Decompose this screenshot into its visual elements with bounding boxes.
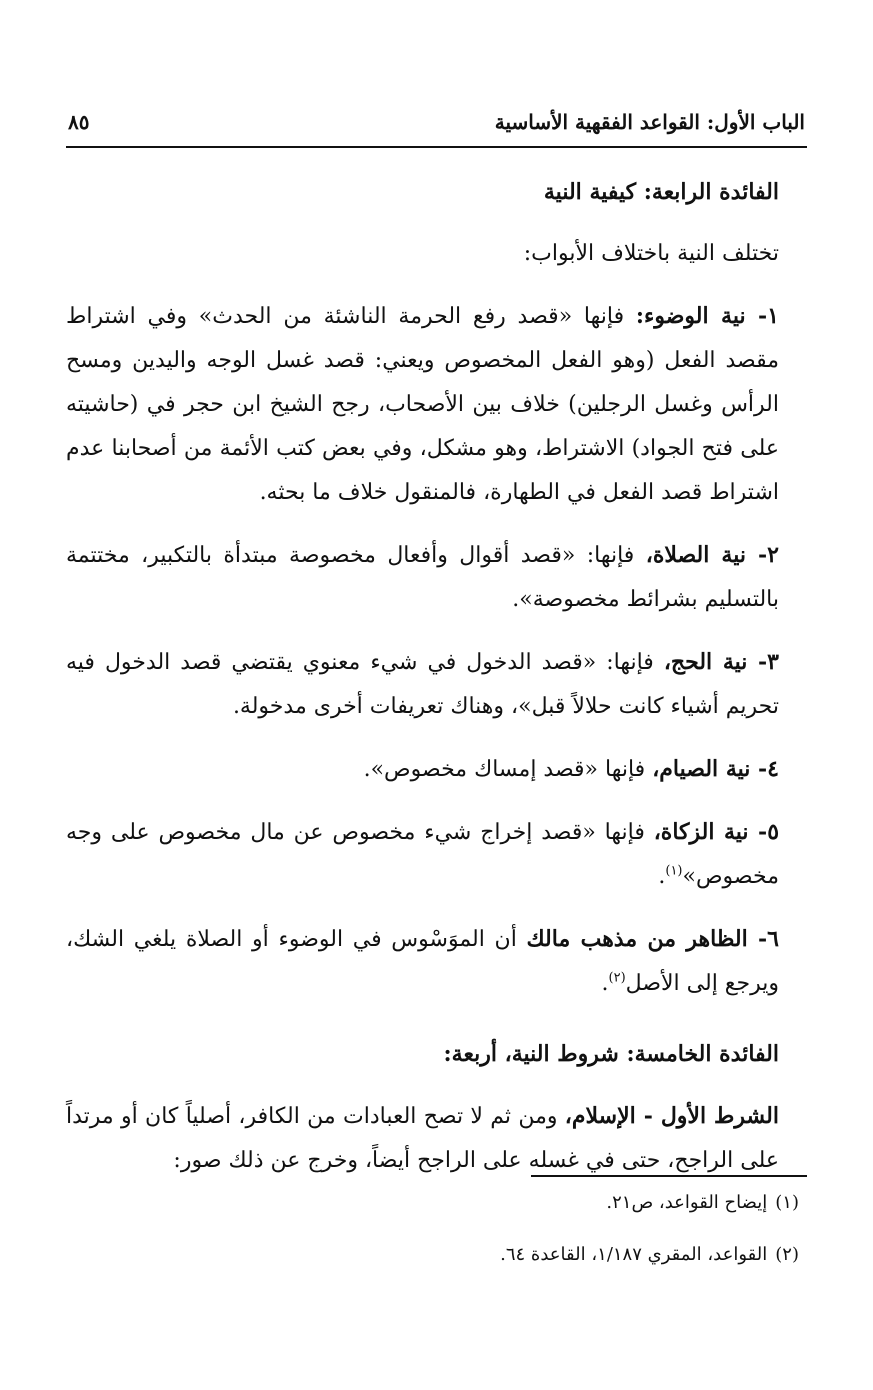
item-label: ٦- الظاهر من مذهب مالك xyxy=(526,926,779,952)
section-intro: تختلف النية باختلاف الأبواب: xyxy=(523,241,779,266)
condition-text: ومن ثم لا تصح العبادات من الكافر، أصلياً كان أو مرتداً على الراجح، حتى في غسله على الراجح أيضاً، وخرج عن ذلك صور: xyxy=(66,1104,779,1173)
footnote-number: (١) xyxy=(775,1192,799,1213)
item-label: ٤- نية الصيام، xyxy=(652,756,779,782)
page-header xyxy=(66,104,807,148)
item-label: ٣- نية الحج، xyxy=(663,649,779,675)
list-item xyxy=(66,747,807,792)
list-item xyxy=(66,917,807,1006)
footnote-divider xyxy=(531,1175,807,1177)
item-label: ١- نية الوضوء: xyxy=(635,303,779,329)
footnote xyxy=(66,1190,807,1216)
item-text: فإنها «قصد إخراج شيء مخصوص عن مال مخصوص على وجه مخصوص» xyxy=(66,820,779,889)
running-title: الباب الأول: القواعد الفقهية الأساسية xyxy=(494,110,805,134)
list-item xyxy=(66,294,807,515)
item-text: فإنها: «قصد أقوال وأفعال مخصوصة مبتدأة بالتكبير، مختتمة بالتسليم بشرائط مخصوصة». xyxy=(66,543,779,612)
condition-label: الشرط الأول - الإسلام، xyxy=(564,1103,779,1129)
footnote-ref[interactable]: (١) xyxy=(665,863,683,879)
list-item xyxy=(66,810,807,899)
footnote-text: إيضاح القواعد، ص٢١. xyxy=(606,1192,768,1213)
page-number: ٨٥ xyxy=(68,110,90,134)
item-label: ٥- نية الزكاة، xyxy=(653,819,780,845)
section-heading-5: الفائدة الخامسة: شروط النية، أربعة: xyxy=(443,1041,779,1067)
main-text xyxy=(66,170,807,1201)
footnote-text: القواعد، المقري ١/١٨٧، القاعدة ٦٤. xyxy=(500,1244,768,1265)
item-end: . xyxy=(658,864,666,889)
footnote-number: (٢) xyxy=(775,1244,799,1265)
section-heading-4: الفائدة الرابعة: كيفية النية xyxy=(543,179,779,205)
item-end: . xyxy=(601,971,609,996)
footnote-ref[interactable]: (٢) xyxy=(608,970,626,986)
item-text: فإنها «قصد إمساك مخصوص». xyxy=(363,757,653,782)
footnotes xyxy=(66,1190,807,1294)
item-text: أن الموَسْوس في الوضوء أو الصلاة يلغي الشك، ويرجع إلى الأصل xyxy=(66,927,779,996)
item-text: فإنها «قصد رفع الحرمة الناشئة من الحدث» وفي اشتراط مقصد الفعل (وهو الفعل المخصوص ويعني: قصد غسل الوجه واليدين ومسح الرأس وغسل الرجلين) خلاف بين الأصحاب، رجح الشيخ ابن حجر في (حاشيته على فتح الجواد) الاشتراط، وهو مشكل، وفي بعض كتب الأئمة من أصحابنا عدم اشتراط قصد الفعل في الطهارة، فالمنقول خلاف ما بحثه. xyxy=(66,304,779,505)
item-label: ٢- نية الصلاة، xyxy=(645,542,779,568)
list-item xyxy=(66,533,807,622)
footnote xyxy=(66,1242,807,1268)
item-text: فإنها: «قصد الدخول في شيء معنوي يقتضي قصد الدخول فيه تحريم أشياء كانت حلالاً قبل»، وهناك تعريفات أخرى مدخولة. xyxy=(66,650,779,719)
paragraph xyxy=(66,1094,807,1183)
list-item xyxy=(66,640,807,729)
